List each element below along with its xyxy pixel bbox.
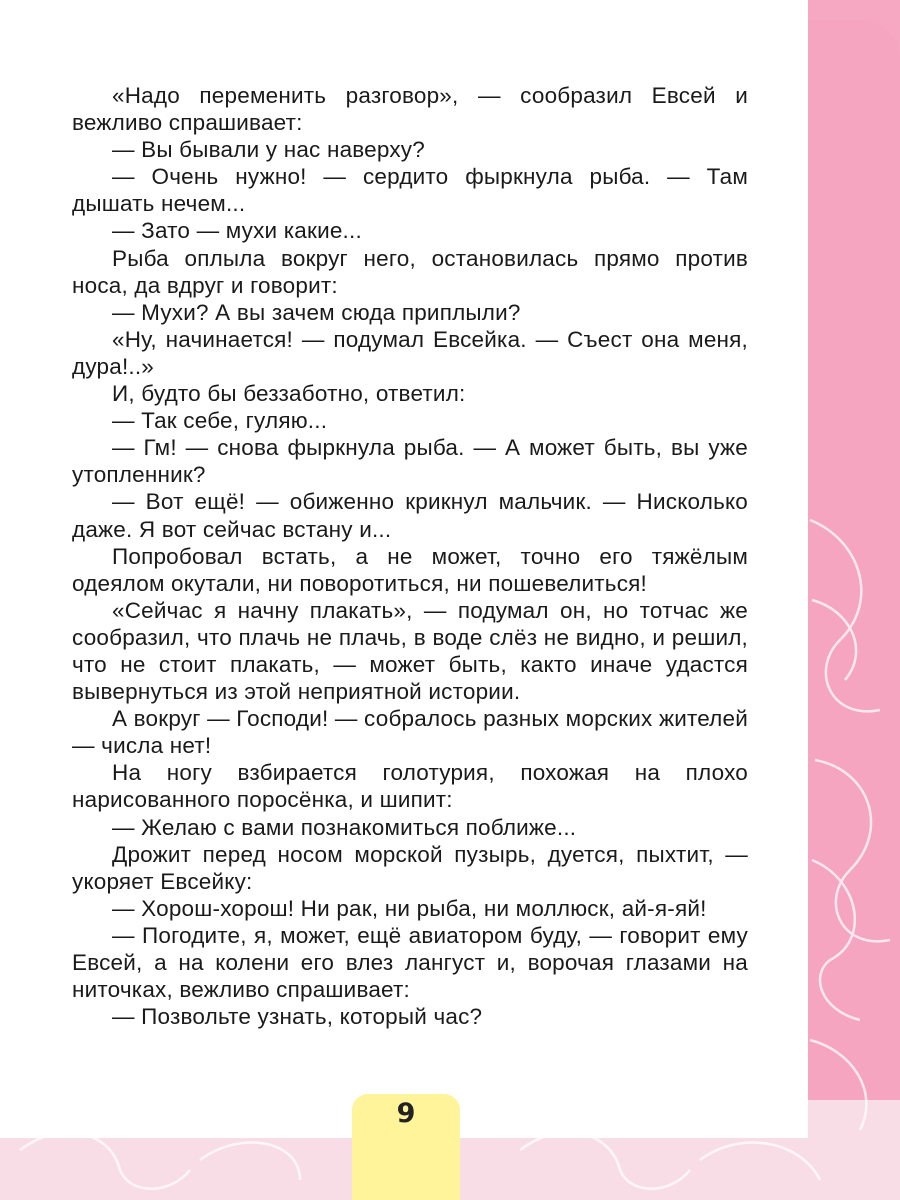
paragraph: — Погодите, я, может, ещё авиатором буду, — говорит ему Евсей, а на колени его влез лангуст и, ворочая глазами на ниточках, вежливо спрашивает:: [72, 922, 748, 1003]
paragraph: — Очень нужно! — сердито фыркнула рыба. — Там дышать нечем...: [72, 164, 748, 217]
page-number: 9: [396, 1098, 416, 1129]
paragraph: Рыба оплыла вокруг него, остановилась прямо против носа, да вдруг и говорит:: [72, 245, 748, 298]
paragraph: На ногу взбирается голотурия, похожая на плохо нарисованного поросёнка, и шипит:: [72, 760, 748, 813]
paragraph: — Зато — мухи какие...: [112, 218, 362, 244]
paragraph: — Хорош-хорош! Ни рак, ни рыба, ни моллюск, ай-я-яй!: [112, 895, 707, 921]
paragraph: — Позвольте узнать, который час?: [112, 1004, 483, 1030]
paragraph: — Желаю с вами познакомиться поближе...: [112, 814, 577, 840]
paragraph: Попробовал встать, а не может, точно его тяжёлым одеялом окутали, ни поворотиться, ни пошевелиться!: [72, 543, 748, 596]
paragraph: «Ну, начинается! — подумал Евсейка. — Съест она меня, дура!..»: [72, 326, 748, 379]
paragraph: — Гм! — снова фыркнула рыба. — А может быть, вы уже утопленник?: [72, 435, 748, 488]
paragraph: — Вот ещё! — обиженно крикнул мальчик. — Нисколько даже. Я вот сейчас встану и...: [72, 489, 748, 542]
story-text: [72, 82, 748, 1030]
paragraph: — Так себе, гуляю...: [112, 408, 328, 434]
paragraph: — Мухи? А вы зачем сюда приплыли?: [112, 299, 521, 325]
paragraph: «Сейчас я начну плакать», — подумал он, но тотчас же сообразил, что плачь не плачь, в воде слёз не видно, и решил, что не стоит плакать, — может быть, както иначе удастся вывернуться из этой неприятной истории.: [72, 597, 748, 705]
paragraph: И, будто бы беззаботно, ответил:: [112, 381, 466, 407]
paragraph: — Вы бывали у нас наверху?: [112, 137, 425, 163]
paragraph: «Надо переменить разговор», — сообразил Евсей и вежливо спрашивает:: [72, 83, 748, 136]
paragraph: Дрожит перед носом морской пузырь, дуется, пыхтит, — укоряет Евсейку:: [72, 841, 748, 894]
paragraph: А вокруг — Господи! — собралось разных морских жителей — числа нет!: [72, 706, 748, 759]
